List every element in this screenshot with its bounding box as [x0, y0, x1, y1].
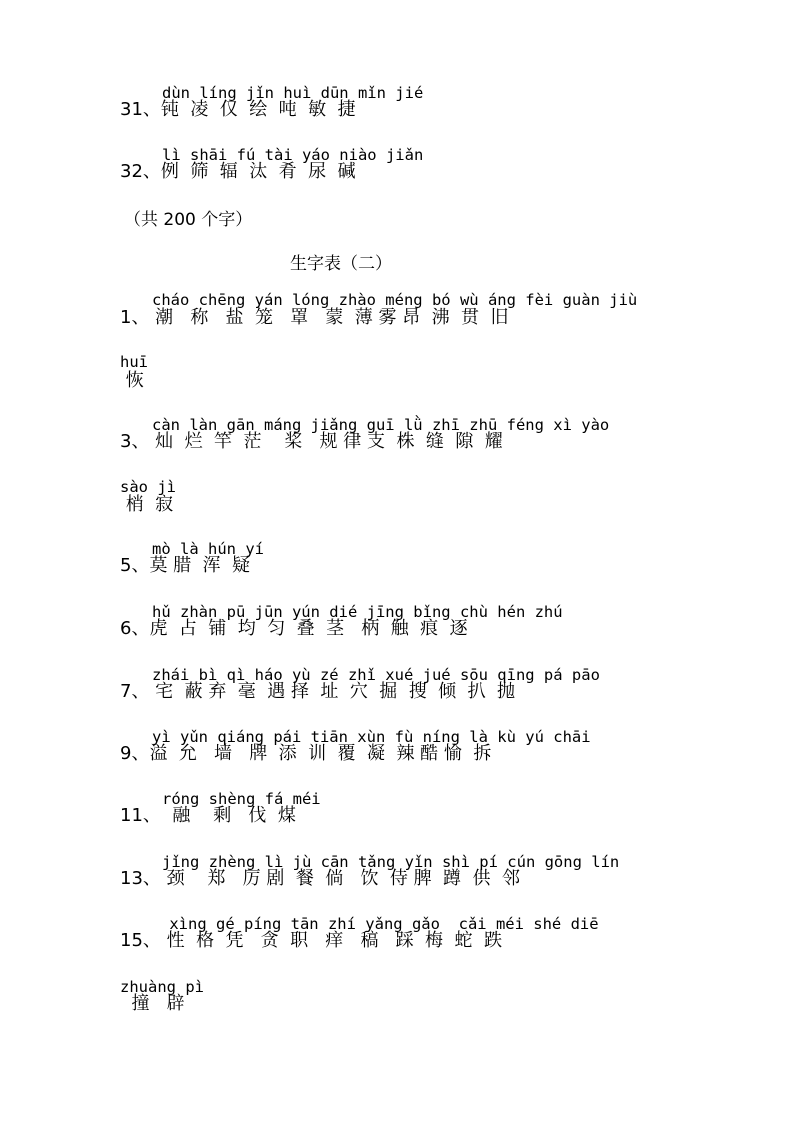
pinyin-line: xìng gé píng tān zhí yǎng gǎo cǎi méi shé diē — [160, 915, 599, 933]
pinyin-line: dùn líng jǐn huì dūn mǐn jié — [162, 84, 424, 102]
pinyin-line: hǔ zhàn pū jūn yún dié jīng bǐng chù hén zhú — [152, 603, 563, 621]
pinyin-line: mò là hún yí — [152, 540, 264, 558]
pinyin-line: huī — [120, 353, 148, 371]
hanzi-line: 梢 寂 — [120, 494, 174, 515]
pinyin-line: càn làn gān máng jiǎng guī lǜ zhī zhū féng xì yào — [152, 416, 610, 434]
pinyin-line: lì shāi fú tài yáo niào jiǎn — [162, 146, 424, 164]
hanzi-line: 32、例 筛 辐 汰 肴 尿 碱 — [120, 161, 356, 182]
hanzi-line: 9、溢 允 墙 牌 添 训 覆 凝 辣 酷 愉 拆 — [120, 743, 492, 764]
hanzi-line: 31、钝 凌 仅 绘 吨 敏 捷 — [120, 99, 356, 120]
hanzi-line: 11、 融 剩 伐 煤 — [120, 805, 296, 826]
pinyin-line: zhuàng pì — [120, 978, 204, 996]
pinyin-line: róng shèng fá méi — [162, 790, 321, 808]
section-title: 生字表（二） — [290, 254, 392, 274]
pinyin-line: cháo chēng yán lóng zhào méng bó wù áng fèi guàn jiù — [152, 291, 638, 309]
hanzi-line: 1、 潮 称 盐 笼 罩 蒙 薄 雾 昂 沸 贯 旧 — [120, 307, 509, 328]
hanzi-line: 7、 宅 蔽 弃 毫 遇 择 址 穴 掘 搜 倾 扒 抛 — [120, 681, 516, 702]
pinyin-line: yì yǔn qiáng pái tiān xùn fù níng là kù yú chāi — [152, 728, 591, 746]
hanzi-line: 恢 — [120, 370, 144, 391]
hanzi-line: 15、 性 格 凭 贪 职 痒 稿 踩 梅 蛇 跌 — [120, 930, 502, 951]
hanzi-line: 撞 辟 — [120, 993, 185, 1014]
hanzi-line: 3、 灿 烂 竿 茫 桨 规 律 支 株 缝 隙 耀 — [120, 431, 503, 452]
hanzi-line: 5、莫 腊 浑 疑 — [120, 555, 251, 576]
hanzi-line: 13、 颈 郑 厉 剧 餐 倘 饮 侍 脾 蹲 供 邻 — [120, 868, 520, 889]
pinyin-line: sào jì — [120, 478, 176, 496]
hanzi-line: 6、虎 占 铺 均 匀 叠 茎 柄 触 痕 逐 — [120, 618, 468, 639]
pinyin-line: zhái bì qì háo yù zé zhǐ xué jué sōu qīng pá pāo — [152, 666, 600, 684]
pinyin-line: jǐng zhèng lì jù cān tǎng yǐn shì pí cún gōng lín — [162, 853, 620, 871]
character-count-note: （共 200 个字） — [124, 210, 253, 230]
